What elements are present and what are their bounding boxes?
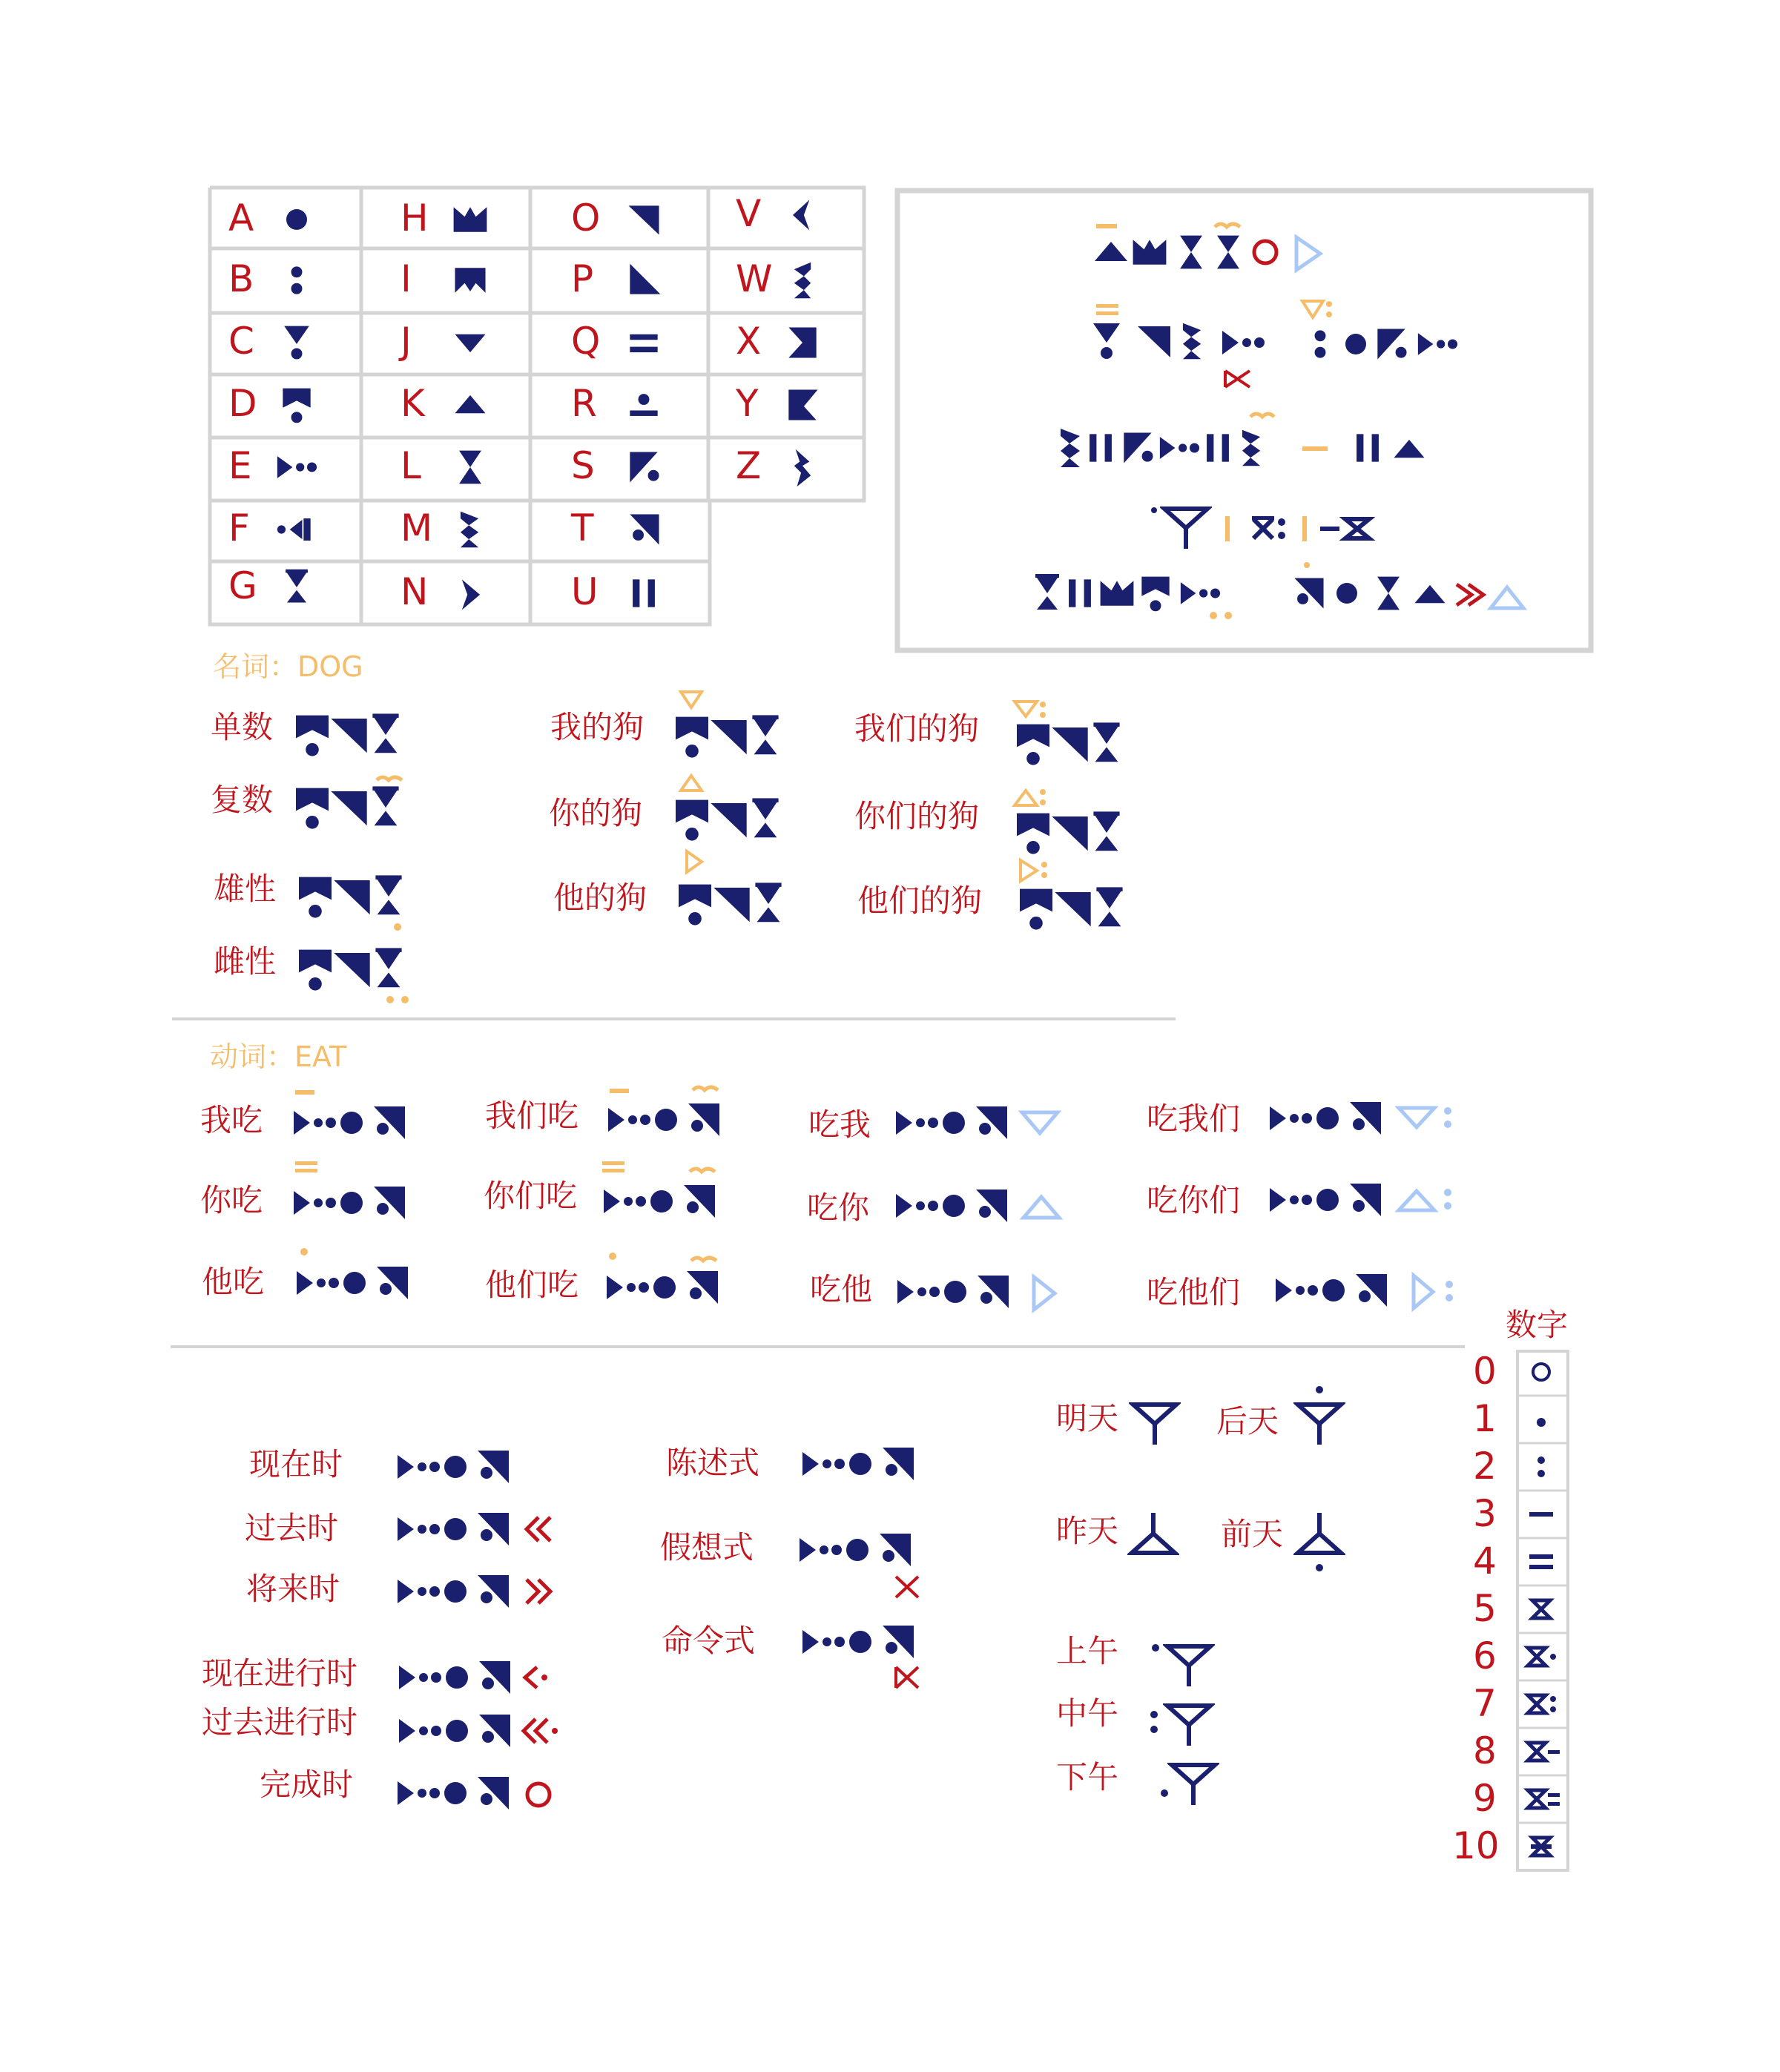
number-glyph-7 [1528, 1695, 1556, 1713]
number-glyph-5 [1532, 1600, 1550, 1618]
crown-up-icon [454, 207, 487, 232]
verb-form-label: 你吃 [200, 1182, 263, 1218]
letter-h: H [400, 197, 429, 240]
hourglass-icon [459, 451, 481, 484]
letter-a: A [228, 197, 254, 240]
noun-glyphs [296, 692, 1123, 1003]
bowtie-icon [788, 327, 816, 357]
dot-icon [286, 209, 307, 230]
noun-form-label: 单数 [211, 709, 274, 745]
letter-e: E [228, 444, 252, 487]
number-heading: 数字 [1506, 1307, 1569, 1343]
verb-form-label: 我们吃 [485, 1098, 579, 1134]
number-5: 5 [1473, 1587, 1497, 1630]
mood-label: 命令式 [662, 1623, 756, 1659]
mood-label: 假想式 [660, 1529, 754, 1565]
letter-v: V [736, 192, 762, 235]
verb-form-label: 吃我 [808, 1106, 871, 1143]
noun-form-label: 我的狗 [550, 709, 645, 745]
time-word-label: 昨天 [1056, 1513, 1119, 1549]
number-glyph-1 [1537, 1418, 1546, 1427]
verb-heading: 动词：EAT [210, 1040, 347, 1073]
letter-i: I [400, 257, 412, 300]
number-glyph-0 [1533, 1364, 1549, 1380]
number-7: 7 [1473, 1682, 1497, 1725]
letter-k: K [400, 382, 425, 425]
arrow-dot-dot-icon [277, 456, 317, 478]
time-word-label: 中午 [1056, 1695, 1119, 1732]
number-9: 9 [1473, 1777, 1497, 1820]
letter-q: Q [571, 320, 601, 363]
letter-p: P [571, 257, 594, 300]
sample-text-panel [897, 191, 1591, 650]
noun-form-label: 复数 [211, 782, 274, 818]
number-glyph-3 [1529, 1512, 1553, 1517]
noun-form-label: 雄性 [214, 871, 277, 907]
number-4: 4 [1473, 1540, 1497, 1583]
wave-right-icon [461, 512, 478, 548]
number-glyph-10 [1531, 1838, 1552, 1855]
noun-form-label: 他们的狗 [857, 882, 983, 919]
wave-left-icon [794, 263, 811, 299]
flag-icon [788, 389, 817, 420]
number-0: 0 [1473, 1350, 1497, 1393]
corner-bottom-left-icon [630, 264, 660, 294]
dot-over-bar-icon [630, 394, 657, 416]
verb-form-label: 吃他 [810, 1271, 873, 1307]
noun-form-label: 你们的狗 [854, 798, 980, 834]
letter-t: T [571, 507, 594, 550]
letter-w: W [736, 257, 773, 300]
noun-form-label: 你的狗 [549, 795, 643, 831]
letter-y: Y [736, 382, 759, 425]
tense-label: 现在时 [249, 1446, 343, 1482]
noun-heading: 名词：DOG [213, 650, 363, 683]
number-6: 6 [1473, 1634, 1497, 1677]
letter-o: O [571, 197, 601, 240]
noun-form-label: 他的狗 [553, 880, 647, 916]
verb-form-label: 吃你们 [1147, 1182, 1241, 1218]
letter-c: C [228, 320, 254, 363]
time-word-label: 上午 [1056, 1633, 1119, 1669]
letter-f: F [228, 507, 250, 550]
number-glyph-9 [1528, 1790, 1560, 1808]
triangle-down-icon [455, 334, 485, 352]
number-3: 3 [1473, 1492, 1497, 1535]
tense-glyphs [398, 1451, 558, 1809]
letter-m: M [400, 507, 433, 550]
verb-form-label: 他吃 [202, 1264, 265, 1300]
mood-glyphs [800, 1448, 918, 1688]
chevron-left-icon [793, 199, 809, 230]
letter-d: D [228, 382, 257, 425]
letter-r: R [571, 382, 597, 425]
letter-l: L [400, 444, 421, 487]
number-glyph-6 [1528, 1648, 1556, 1666]
verb-form-label: 吃他们 [1147, 1274, 1241, 1310]
number-10: 10 [1452, 1824, 1500, 1867]
time-glyphs [1132, 1386, 1341, 1805]
bolt-icon [794, 449, 811, 486]
letter-b: B [228, 257, 254, 300]
time-word-label: 后天 [1216, 1403, 1279, 1439]
letter-n: N [400, 570, 429, 613]
verb-form-label: 我吃 [200, 1102, 263, 1138]
number-1: 1 [1473, 1397, 1497, 1440]
verb-form-label: 吃你 [807, 1190, 870, 1226]
mood-label: 陈述式 [666, 1445, 760, 1481]
verb-glyphs [294, 1087, 1453, 1310]
number-8: 8 [1473, 1729, 1497, 1772]
time-word-label: 前天 [1221, 1516, 1284, 1552]
tense-label: 过去时 [245, 1510, 339, 1546]
double-bar-icon [633, 579, 655, 607]
number-glyph-2 [1537, 1456, 1545, 1477]
verb-form-label: 他们吃 [485, 1267, 579, 1303]
number-glyph-8 [1528, 1743, 1560, 1761]
verb-form-label: 吃我们 [1147, 1101, 1241, 1137]
noun-form-label: 我们的狗 [854, 710, 980, 747]
triangle-down-dot-icon [284, 326, 309, 360]
number-2: 2 [1473, 1445, 1497, 1488]
letter-u: U [571, 570, 599, 613]
corner-dot-icon [630, 514, 659, 544]
sample-text [1035, 224, 1523, 619]
noun-form-label: 雌性 [214, 943, 277, 980]
two-dots-vertical-icon [291, 266, 303, 294]
corner-top-right-icon [628, 205, 659, 234]
number-glyph-4 [1529, 1554, 1553, 1569]
tense-label: 现在进行时 [202, 1655, 358, 1692]
tense-label: 将来时 [246, 1571, 340, 1607]
equals-icon [630, 334, 657, 352]
letter-s: S [571, 444, 595, 487]
tense-label: 过去进行时 [202, 1704, 358, 1741]
letter-z: Z [736, 444, 762, 487]
chevron-right-icon [462, 579, 480, 610]
number-glyphs [1517, 1364, 1568, 1855]
tense-label: 完成时 [260, 1766, 354, 1803]
crown-down-icon [455, 268, 485, 293]
dot-arrow-left-icon [277, 518, 311, 541]
hourglass-down-icon [286, 570, 308, 603]
triangle-dot-icon [630, 452, 659, 482]
letter-g: G [228, 564, 257, 607]
letter-j: J [400, 320, 412, 363]
time-word-label: 明天 [1056, 1400, 1119, 1436]
notch-dot-icon [283, 389, 310, 423]
time-word-label: 下午 [1056, 1759, 1119, 1795]
letter-x: X [736, 320, 762, 363]
verb-form-label: 你们吃 [484, 1178, 578, 1214]
triangle-up-icon [455, 395, 485, 413]
